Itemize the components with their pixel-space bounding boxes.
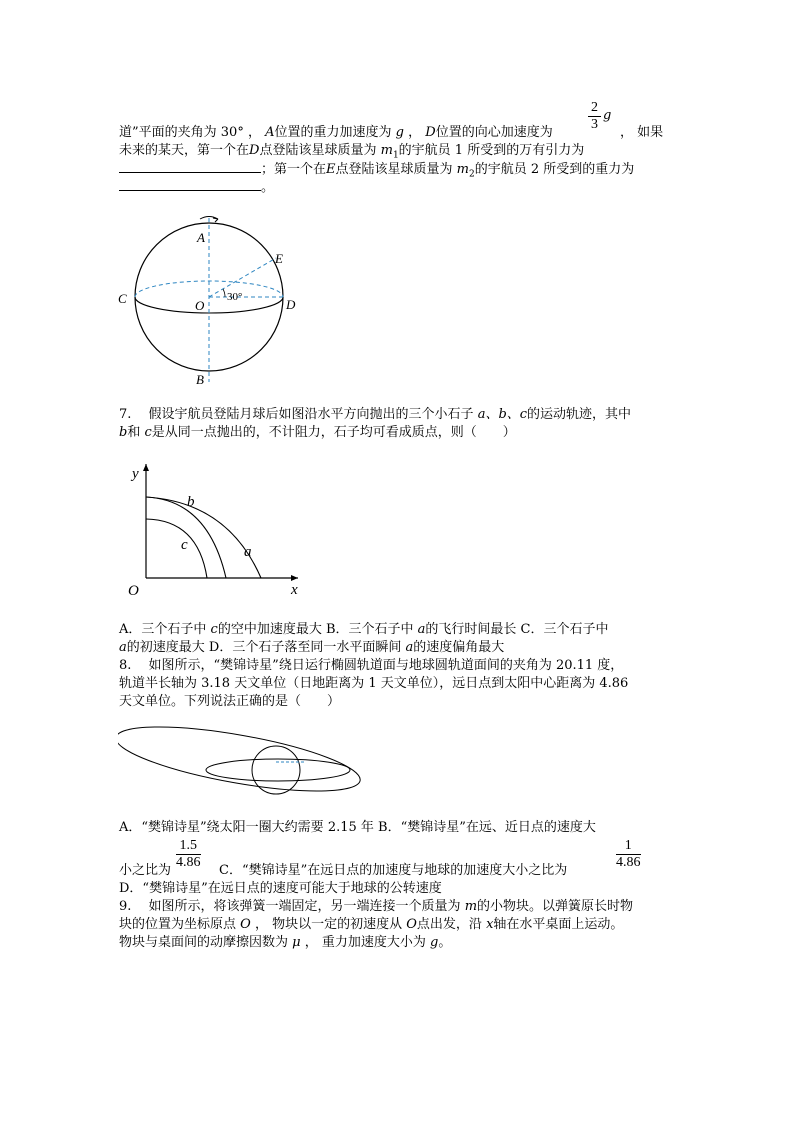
fraction-denominator: 4.86 (616, 855, 641, 870)
q8-option-d: D．“樊锦诗星”在远日点的速度可能大于地球的公转速度 (119, 881, 442, 896)
q9-var-O: O (240, 917, 251, 932)
label-O: O (128, 583, 139, 598)
q7-line-2 (119, 424, 516, 442)
q6-text: 。 (261, 180, 275, 195)
q6-text: 未来的某天，第一个在 (119, 143, 250, 158)
radius-OE (209, 258, 276, 297)
q7-var-a: a (119, 640, 127, 655)
fraction-denominator: 3 (591, 117, 598, 132)
q6-text: 位置的向心加速度为 (435, 125, 553, 140)
q6-var-g: g (395, 125, 404, 140)
fraction-numerator: 2 (591, 100, 598, 115)
q7-text: 7. 假设宇航员登陆月球后如图沿水平方向抛出的三个小石子 (119, 407, 474, 422)
q7-var-b: b (119, 425, 128, 440)
q6-text: ；第一个在 (261, 162, 327, 177)
q6-var-m2: m (456, 162, 469, 177)
q6-text: 的宇航员 1 所受到的万有引力为 (398, 143, 585, 158)
q6-text: 的宇航员 2 所受到的重力为 (474, 162, 635, 177)
q9-text: ， 重力加速度大小为 (304, 935, 426, 950)
sphere-figure (110, 210, 310, 390)
q8-line-1: 8. 如图所示，“樊锦诗星”绕日运行椭圆轨道面与地球圆轨道面间的夹角为 20.11 度， (119, 658, 624, 673)
q9-text: 轴在水平桌面上运动。 (493, 917, 624, 932)
q6-text: 点登陆该星球质量为 (259, 143, 377, 158)
q9-var-x: x (486, 917, 494, 932)
q7-text: 是从同一点抛出的，不计阻力，石子均可看成质点，则（ ） (151, 425, 516, 440)
q9-text: 9. 如图所示，将该弹簧一端固定，另一端连接一个质量为 (119, 899, 461, 914)
label-A: A (197, 230, 205, 245)
q8-option-c: C．“樊锦诗星”在远日点的加速度与地球的加速度大小之比为 (219, 863, 568, 878)
q9-var-g: g (430, 935, 439, 950)
q9-text: 物块与桌面间的动摩擦因数为 (119, 935, 289, 950)
label-angle: 30° (227, 291, 243, 303)
sun (252, 746, 300, 794)
q8-option-b-prefix: 小之比为 (119, 863, 172, 878)
q7-options-line-1 (119, 621, 609, 639)
q7-var-c: c (144, 425, 152, 440)
q7-line-1 (119, 406, 631, 424)
q6-text: 位置的重力加速度为 (274, 125, 392, 140)
q9-line-2 (119, 916, 623, 934)
q6-line-4 (119, 178, 274, 197)
label-B: B (196, 372, 204, 387)
q7-option-text: 的空中加速度最大 B．三个石子中 (217, 622, 414, 637)
q7-option-text: 的速度偏角最大 (413, 640, 505, 655)
q9-text: 块的位置为坐标原点 (119, 917, 237, 932)
q6-text-tail: ， 如果 (620, 125, 664, 140)
label-a: a (244, 544, 252, 560)
q8-fraction-c (616, 838, 641, 871)
answer-blank-1[interactable] (119, 160, 261, 173)
label-O: O (195, 298, 205, 313)
q6-line-1 (119, 124, 553, 142)
q6-var-g-frac: g (603, 108, 612, 123)
q6-var-D: D (249, 143, 260, 158)
q7-text: 和 (127, 425, 141, 440)
q6-var-A: A (265, 125, 275, 140)
q8-fraction-b (176, 838, 201, 871)
q7-option-text: 的飞行时间最长 C．三个石子中 (425, 622, 609, 637)
q8-line-3: 天文单位。下列说法正确的是（ ） (119, 694, 341, 709)
q6-var-m1: m (380, 143, 393, 158)
label-y: y (132, 466, 139, 482)
q6-text: ， (247, 125, 261, 140)
q9-var-mu: μ (292, 935, 301, 950)
q9-line-1 (119, 898, 633, 916)
q7-var-c: c (210, 622, 218, 637)
q6-sub-2: 2 (469, 169, 475, 180)
label-E: E (275, 251, 283, 266)
fraction-denominator: 4.86 (176, 855, 201, 870)
q9-text: 。 (438, 935, 452, 950)
trajectory-a (146, 497, 261, 578)
angle-arc (223, 289, 225, 297)
q6-text: 点登陆该星球质量为 (335, 162, 453, 177)
q9-var-m: m (464, 899, 478, 914)
q7-option-text: A．三个石子中 (119, 622, 207, 637)
fraction-numerator: 1.5 (179, 838, 197, 853)
q9-text: ， 物块以一定的初速度从 (254, 917, 403, 932)
q9-text: 点出发，沿 (416, 917, 482, 932)
q6-var-E: E (326, 162, 336, 177)
q7-vars: a、b、c (477, 407, 528, 422)
label-x: x (291, 582, 298, 598)
trajectory-c (146, 519, 207, 578)
label-C: C (118, 291, 127, 306)
q7-option-text: 的初速度最大 D．三个石子落至同一水平面瞬间 (126, 640, 402, 655)
answer-blank-2[interactable] (119, 178, 261, 191)
label-b: b (187, 494, 195, 510)
q8-line-2: 轨道半长轴为 3.18 天文单位（日地距离为 1 天文单位），远日点到太阳中心距离为 4.86 (119, 676, 629, 691)
q7-text: 的运动轨迹，其中 (527, 407, 632, 422)
label-c: c (181, 537, 188, 553)
fraction-numerator: 1 (624, 838, 632, 853)
q9-text: 的小物块。以弹簧原长时物 (477, 899, 634, 914)
q9-var-O: O (406, 917, 417, 932)
q7-var-a: a (417, 622, 426, 637)
q6-text: ， (408, 125, 422, 140)
label-D: D (286, 297, 296, 312)
projectile-figure (118, 458, 308, 598)
q9-line-3 (119, 934, 451, 952)
q6-fraction-2-3 (588, 100, 601, 133)
q7-options-line-2 (119, 639, 504, 657)
q6-text: 道”平面的夹角为 30° (119, 125, 244, 140)
q8-options-line-1: A．“樊锦诗星”绕太阳一圈大约需要 2.15 年 B．“樊锦诗星”在远、近日点的速度大 (119, 820, 596, 835)
q7-var-a: a (405, 640, 414, 655)
q6-sub-1: 1 (392, 150, 399, 161)
orbit-figure (118, 722, 368, 804)
q6-var-D: D (425, 125, 436, 140)
asteroid-orbit (118, 722, 364, 804)
